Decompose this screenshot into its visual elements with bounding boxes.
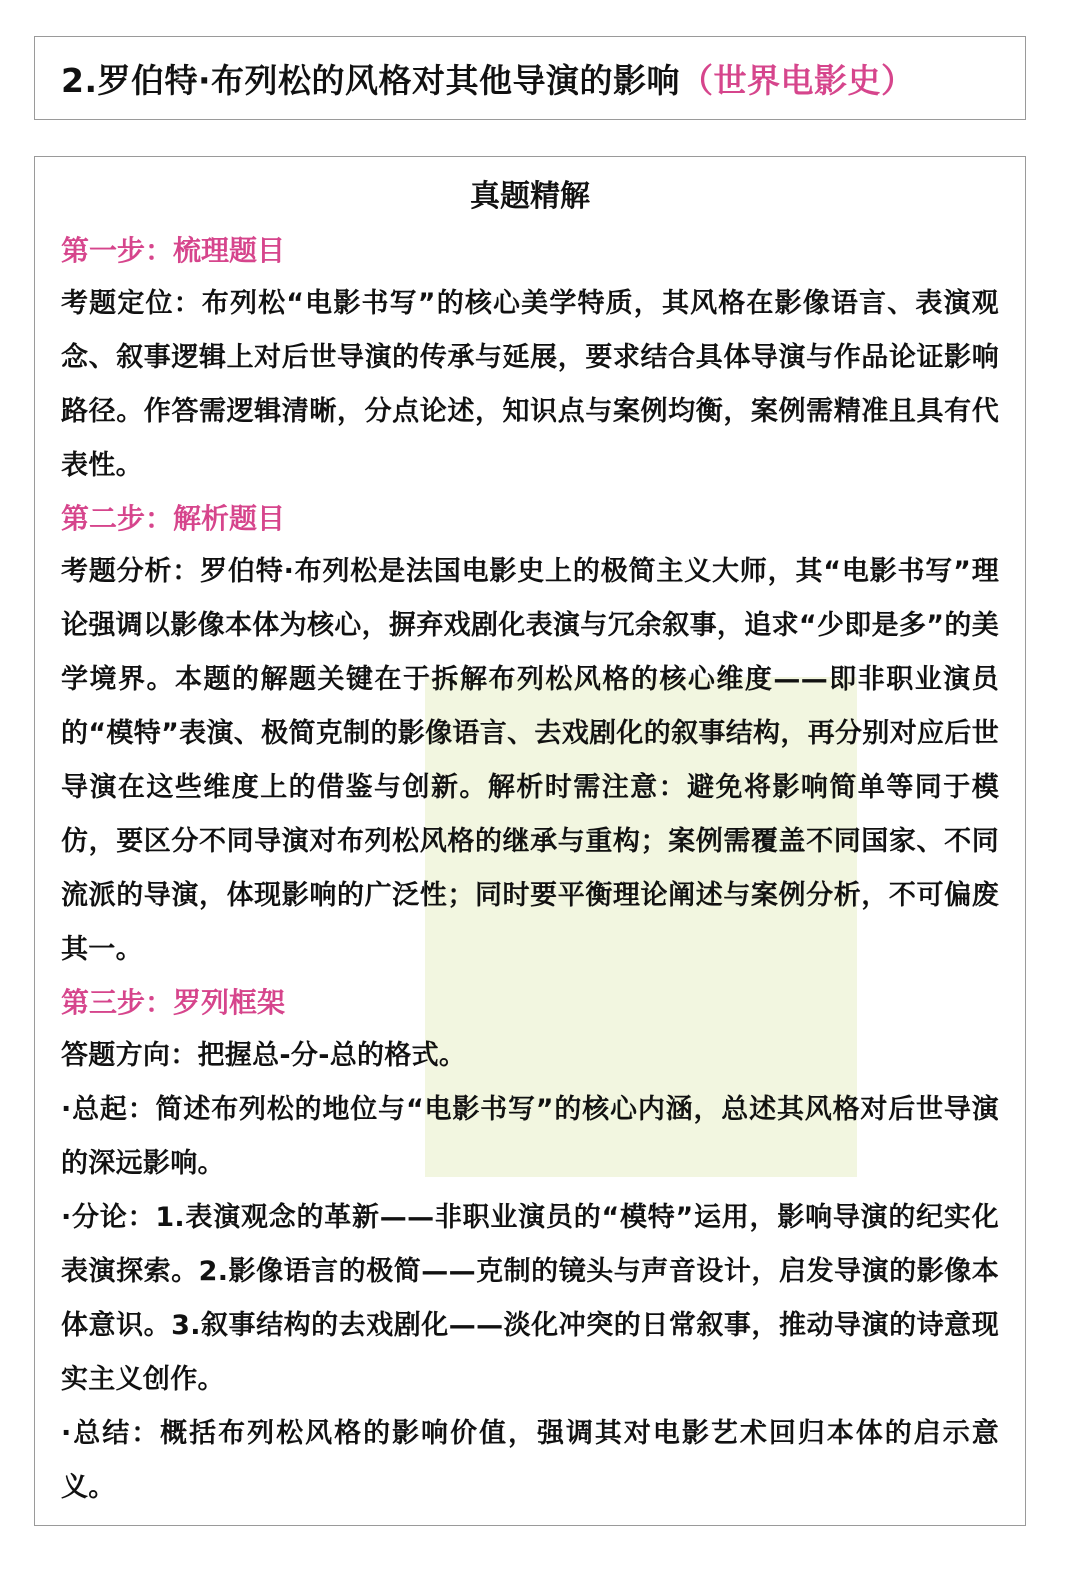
- answer-content: [35, 157, 1025, 1515]
- step-3-intro-point: ·总起：简述布列松的地位与“电影书写”的核心内涵，总述其风格对后世导演的深远影响。: [61, 1094, 999, 1179]
- step-3-direction: 答题方向：把握总-分-总的格式。: [61, 1040, 467, 1071]
- question-title: [61, 55, 915, 102]
- step-1-heading: 第一步：梳理题目: [61, 234, 286, 267]
- step-3-body-point: ·分论：1.表演观念的革新——非职业演员的“模特”运用，影响导演的纪实化表演探索。2.影像语言的极简——克制的镜头与声音设计，启发导演的影像本体意识。3.叙事结构的去戏剧化——淡化冲突的日常叙事，推动导演的诗意现实主义创作。: [61, 1202, 999, 1395]
- step-2-paragraph: 考题分析：罗伯特·布列松是法国电影史上的极简主义大师，其“电影书写”理论强调以影像本体为核心，摒弃戏剧化表演与冗余叙事，追求“少即是多”的美学境界。本题的解题关键在于拆解布列松风格的核心维度——即非职业演员的“模特”表演、极简克制的影像语言、去戏剧化的叙事结构，再分别对应后世导演在这些维度上的借鉴与创新。解析时需注意：避免将影响简单等同于模仿，要区分不同导演对布列松风格的继承与重构；案例需覆盖不同国家、不同流派的导演，体现影响的广泛性；同时要平衡理论阐述与案例分析，不可偏废其一。: [61, 556, 999, 965]
- question-title-main: 2.罗伯特·布列松的风格对其他导演的影响: [61, 60, 681, 100]
- step-3-conclusion-point: ·总结：概括布列松风格的影响价值，强调其对电影艺术回归本体的启示意义。: [61, 1418, 999, 1503]
- question-title-box: [34, 36, 1026, 120]
- step-1-paragraph: 考题定位：布列松“电影书写”的核心美学特质，其风格在影像语言、表演观念、叙事逻辑上对后世导演的传承与延展，要求结合具体导演与作品论证影响路径。作答需逻辑清晰，分点论述，知识点与案例均衡，案例需精准且具有代表性。: [61, 288, 999, 481]
- step-3-heading: 第三步：罗列框架: [61, 986, 286, 1019]
- answer-content-box: [34, 156, 1026, 1526]
- step-2-heading: 第二步：解析题目: [61, 502, 286, 535]
- question-subject-tag: （世界电影史）: [680, 60, 915, 100]
- section-header: 真题精解: [470, 179, 590, 214]
